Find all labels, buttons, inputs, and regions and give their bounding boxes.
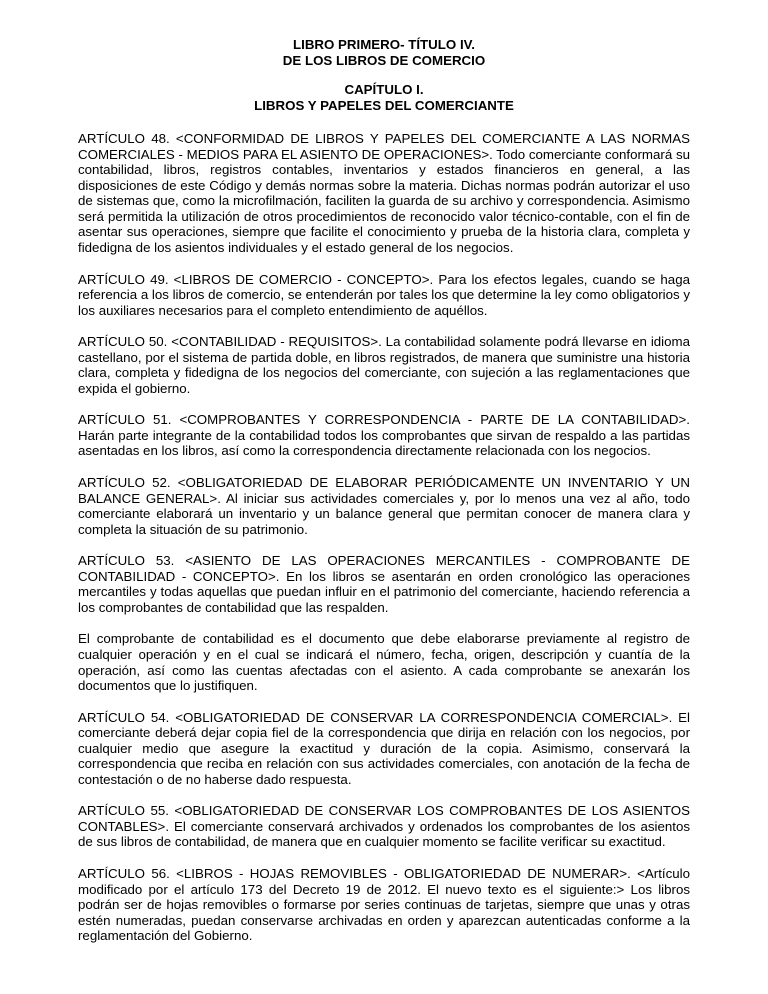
- article-50: ARTÍCULO 50. <CONTABILIDAD - REQUISITOS>. La contabilidad solamente podrá llevarse en idioma castellano, por el sistema de partida doble, en libros registrados, de manera que suministre una historia clara, completa y fidedigna de los negocios del comerciante, con sujeción a las reglamentaciones que expida el gobierno.: [78, 334, 690, 396]
- chapter-title: CAPÍTULO I.: [344, 82, 424, 98]
- article-53: ARTÍCULO 53. <ASIENTO DE LAS OPERACIONES MERCANTILES - COMPROBANTE DE CONTABILIDAD - CONCEPTO>. En los libros se asentarán en orden cronológico las operaciones mercantiles y todas aquellas que puedan influir en el patrimonio del comerciante, haciendo referencia a los comprobantes de contabilidad que las respalden.: [78, 553, 690, 615]
- article-53-paragraph-2: El comprobante de contabilidad es el documento que debe elaborarse previamente al registro de cualquier operación y en el cual se indicará el número, fecha, origen, descripción y cuantía de la operación, así como las cuentas afectadas con el asiento. A cada comprobante se anexarán los documentos que lo justifiquen.: [78, 631, 690, 694]
- book-subtitle: DE LOS LIBROS DE COMERCIO: [282, 52, 486, 68]
- book-title-block: [78, 37, 690, 68]
- article-51: ARTÍCULO 51. <COMPROBANTES Y CORRESPONDENCIA - PARTE DE LA CONTABILIDAD>. Harán parte integrante de la contabilidad todos los comprobantes que sirvan de respaldo a las partidas asentadas en los libros, así como la correspondencia directamente relacionada con los negocios.: [78, 412, 690, 459]
- chapter-title-block: [78, 82, 690, 113]
- article-54: ARTÍCULO 54. <OBLIGATORIEDAD DE CONSERVAR LA CORRESPONDENCIA COMERCIAL>. El comerciante deberá dejar copia fiel de la correspondencia que dirija en relación con los negocios, por cualquier medio que asegure la exactitud y duración de la copia. Asimismo, conservará la correspondencia que reciba en relación con sus actividades comerciales, con anotación de la fecha de contestación o de no haberse dado respuesta.: [78, 709, 690, 787]
- article-56: ARTÍCULO 56. <LIBROS - HOJAS REMOVIBLES - OBLIGATORIEDAD DE NUMERAR>. <Artículo modificado por el artículo 173 del Decreto 19 de 2012. El nuevo texto es el siguiente:> Los libros podrán ser de hojas removibles o formarse por series continuas de tarjetas, siempre que unas y otras estén numeradas, puedan conservarse archivadas en orden y aparezcan autenticadas conforme a la reglamentación del Gobierno.: [78, 865, 690, 944]
- article-49: ARTÍCULO 49. <LIBROS DE COMERCIO - CONCEPTO>. Para los efectos legales, cuando se haga referencia a los libros de comercio, se entenderán por tales los que determine la ley como obligatorios y los auxiliares necesarios para el completo entendimiento de aquéllos.: [78, 271, 690, 318]
- book-title: LIBRO PRIMERO- TÍTULO IV.: [293, 37, 475, 52]
- chapter-subtitle: LIBROS Y PAPELES DEL COMERCIANTE: [254, 97, 514, 113]
- article-52: ARTÍCULO 52. <OBLIGATORIEDAD DE ELABORAR PERIÓDICAMENTE UN INVENTARIO Y UN BALANCE GENERAL>. Al iniciar sus actividades comerciales y, por lo menos una vez al año, todo comerciante elaborará un inventario y un balance general que permitan conocer de manera clara y completa la situación de su patrimonio.: [78, 475, 690, 537]
- article-55: ARTÍCULO 55. <OBLIGATORIEDAD DE CONSERVAR LOS COMPROBANTES DE LOS ASIENTOS CONTABLES>. El comerciante conservará archivados y ordenados los comprobantes de los asientos de sus libros de contabilidad, de manera que en cualquier momento se facilite verificar su exactitud.: [78, 803, 690, 850]
- article-48: ARTÍCULO 48. <CONFORMIDAD DE LIBROS Y PAPELES DEL COMERCIANTE A LAS NORMAS COMERCIALES - MEDIOS PARA EL ASIENTO DE OPERACIONES>. Todo comerciante conformará su contabilidad, libros, registros contables, inventarios y estados financieros en general, a las disposiciones de este Código y demás normas sobre la materia. Dichas normas podrán autorizar el uso de sistemas que, como la microfilmación, faciliten la guarda de su archivo y correspondencia. Asimismo será permitida la utilización de otros procedimientos de reconocido valor técnico-contable, con el fin de asentar sus operaciones, siempre que facilite el conocimiento y prueba de la historia clara, completa y fidedigna de los asientos individuales y el estado general de los negocios.: [78, 131, 690, 256]
